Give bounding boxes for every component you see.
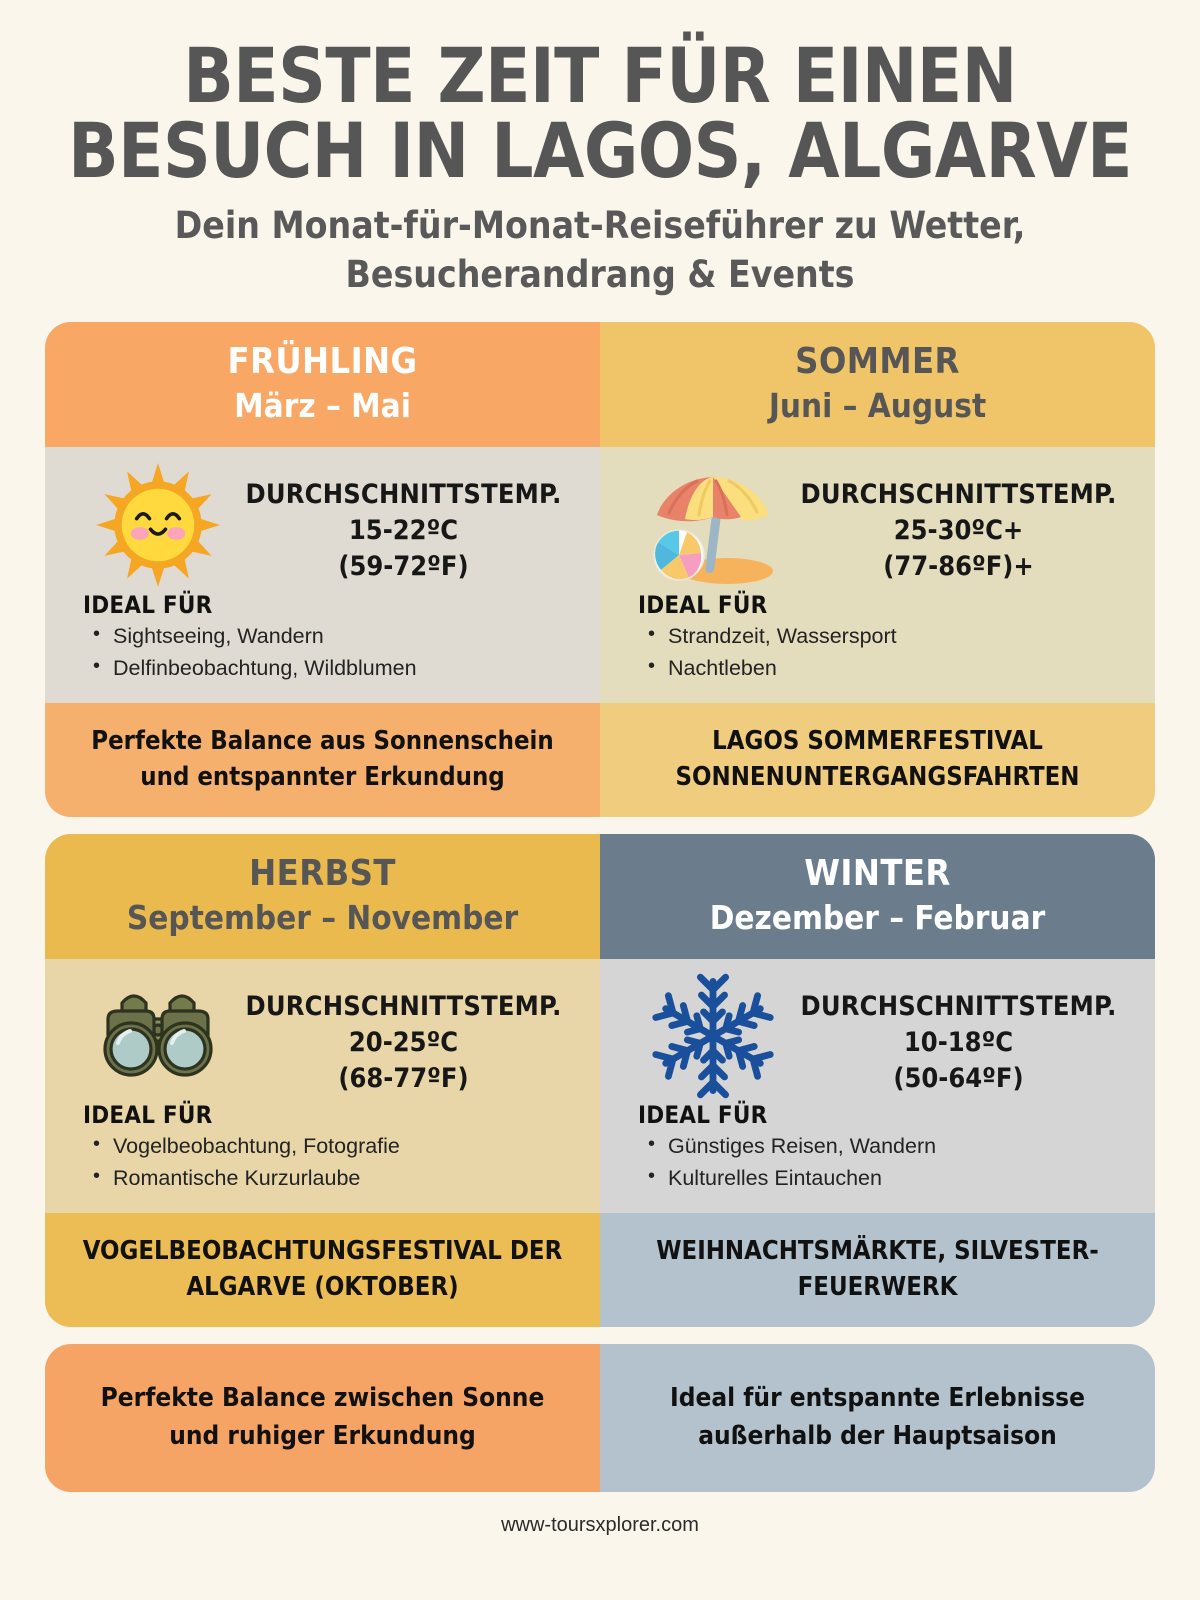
season-header-winter: [600, 834, 1155, 959]
ideal-label-winter: IDEAL FÜR: [638, 1101, 768, 1130]
list-item: • Sightseeing, Wandern: [113, 621, 574, 653]
season-body-summer: [600, 447, 1155, 703]
page-subtitle: Dein Monat-für-Monat-Reiseführer zu Wetter, Besucherandrang & Events: [174, 204, 1026, 297]
season-block-row2: [45, 834, 1155, 1327]
list-item: • Romantische Kurzurlaube: [113, 1163, 574, 1195]
ideal-label-spring: IDEAL FÜR: [83, 591, 213, 620]
list-item: • Günstiges Reisen, Wandern: [668, 1131, 1129, 1163]
season-block-row1: [45, 322, 1155, 817]
temp-fahrenheit-autumn: (68-77ºF): [338, 1062, 469, 1094]
season-months-winter: Dezember – Februar: [709, 898, 1046, 938]
list-item: • Nachtleben: [668, 653, 1129, 685]
list-item: • Delfinbeobachtung, Wildblumen: [113, 653, 574, 685]
season-card-autumn: [45, 834, 600, 1327]
season-header-spring: [45, 322, 600, 447]
season-header-summer: [600, 322, 1155, 447]
temp-fahrenheit-spring: (59-72ºF): [338, 550, 469, 582]
site-url: www-toursxplorer.com: [501, 1514, 699, 1537]
ideal-label-summer: IDEAL FÜR: [638, 591, 768, 620]
season-body-spring: [45, 447, 600, 703]
season-body-winter: [600, 959, 1155, 1213]
season-footer-text-spring: Perfekte Balance aus Sonnenschein und entspannter Erkundung: [91, 725, 554, 792]
season-footer-winter: [600, 1213, 1155, 1327]
ideal-list-autumn: [83, 1131, 574, 1195]
season-footer-text-autumn: VOGELBEOBACHTUNGSFESTIVAL DER ALGARVE (OKTOBER): [82, 1235, 563, 1302]
tagline-left-text: Perfekte Balance zwischen Sonne und ruhiger Erkundung: [100, 1383, 545, 1452]
temp-label-summer: DURCHSCHNITTSTEMP.: [800, 479, 1117, 511]
temperature-spring: [233, 459, 574, 585]
season-name-summer: SOMMER: [795, 341, 960, 383]
temp-fahrenheit-winter: (50-64ºF): [893, 1062, 1024, 1094]
ideal-list-winter: [638, 1131, 1129, 1195]
season-months-autumn: September – November: [126, 898, 519, 938]
temperature-winter: [788, 971, 1129, 1097]
tagline-right-text: Ideal für entspannte Erlebnisse außerhalb der Hauptsaison: [670, 1383, 1085, 1452]
snowflake-icon: [638, 971, 788, 1099]
temp-celsius-autumn: 20-25ºC: [348, 1027, 459, 1058]
list-item: • Strandzeit, Wassersport: [668, 621, 1129, 653]
list-item: • Vogelbeobachtung, Fotografie: [113, 1131, 574, 1163]
season-body-top-summer: [638, 459, 1129, 589]
temp-label-autumn: DURCHSCHNITTSTEMP.: [245, 991, 562, 1023]
ideal-list-spring: [83, 621, 574, 685]
season-card-summer: [600, 322, 1155, 817]
season-grid: [45, 322, 1155, 1537]
temp-fahrenheit-summer: (77-86ºF)+: [883, 550, 1034, 582]
temperature-autumn: [233, 971, 574, 1097]
season-footer-spring: [45, 703, 600, 817]
tagline-block: [45, 1344, 1155, 1492]
season-body-top-spring: [83, 459, 574, 589]
season-footer-text-summer: LAGOS SOMMERFESTIVAL SONNENUNTERGANGSFAHRTEN: [675, 725, 1080, 792]
tagline-right: [600, 1344, 1155, 1492]
site-url-footer: [45, 1514, 1155, 1537]
binoculars-icon: [83, 971, 233, 1089]
season-months-summer: Juni – August: [768, 386, 987, 426]
season-months-spring: März – Mai: [234, 386, 411, 426]
season-body-top-winter: [638, 971, 1129, 1099]
season-footer-autumn: [45, 1213, 600, 1327]
temp-celsius-spring: 15-22ºC: [348, 515, 459, 546]
sun-icon: [83, 459, 233, 589]
ideal-list-summer: [638, 621, 1129, 685]
season-header-autumn: [45, 834, 600, 959]
tagline-left: [45, 1344, 600, 1492]
beach-umbrella-icon: [638, 459, 788, 589]
season-name-winter: WINTER: [804, 853, 951, 895]
season-name-autumn: HERBST: [249, 853, 396, 895]
header: [0, 0, 1200, 300]
season-card-spring: [45, 322, 600, 817]
season-footer-summer: [600, 703, 1155, 817]
season-body-autumn: [45, 959, 600, 1213]
temperature-summer: [788, 459, 1129, 585]
temp-label-spring: DURCHSCHNITTSTEMP.: [245, 479, 562, 511]
page-title: BESTE ZEIT FÜR EINEN BESUCH IN LAGOS, ALGARVE: [68, 31, 1132, 196]
season-name-spring: FRÜHLING: [227, 341, 418, 383]
list-item: • Kulturelles Eintauchen: [668, 1163, 1129, 1195]
temp-label-winter: DURCHSCHNITTSTEMP.: [800, 991, 1117, 1023]
temp-celsius-summer: 25-30ºC+: [893, 515, 1024, 546]
ideal-label-autumn: IDEAL FÜR: [83, 1101, 213, 1130]
season-footer-text-winter: WEIHNACHTSMÄRKTE, SILVESTER-FEUERWERK: [656, 1235, 1099, 1302]
season-card-winter: [600, 834, 1155, 1327]
season-body-top-autumn: [83, 971, 574, 1099]
temp-celsius-winter: 10-18ºC: [903, 1027, 1014, 1058]
